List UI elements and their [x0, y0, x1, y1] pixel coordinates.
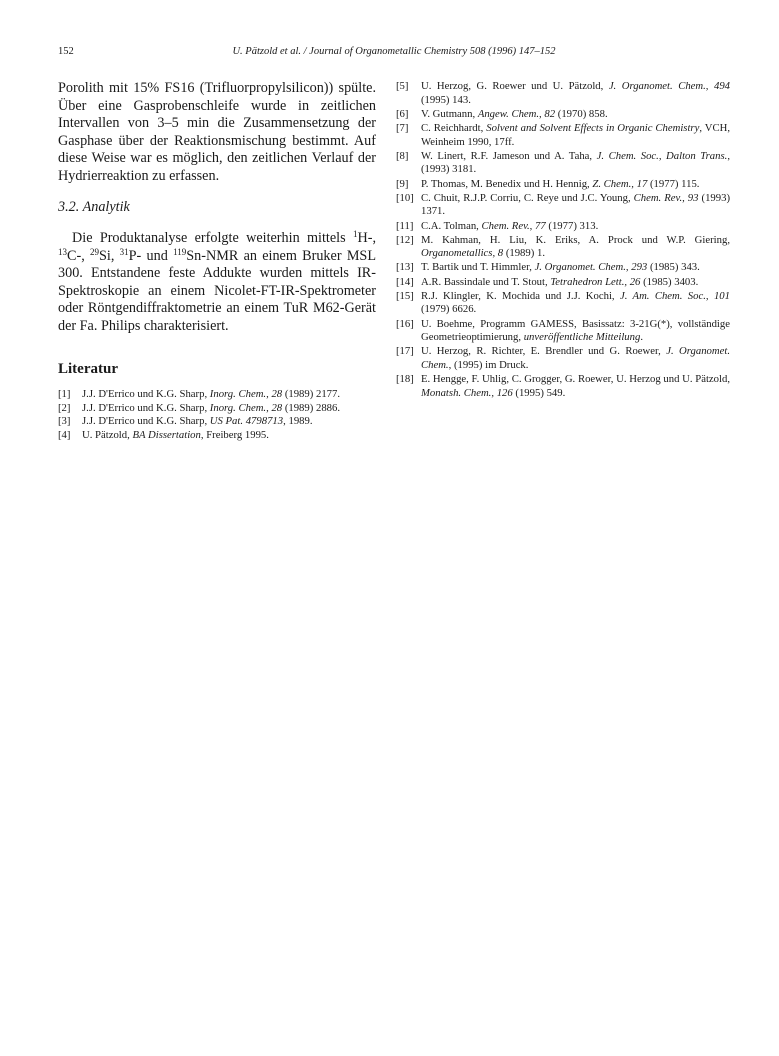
reference-number: [5] [396, 80, 409, 92]
reference-details: (1989) 2886. [282, 401, 341, 414]
reference-number: [11] [396, 219, 414, 232]
reference-number: [9] [396, 177, 409, 190]
reference-number: [6] [396, 107, 409, 120]
reference-details: (1985) 3403. [640, 275, 699, 288]
reference-authors: E. Hengge, F. Uhlig, C. Grogger, G. Roewer, U. Herzog und U. Pätzold, [421, 373, 730, 386]
reference-details: (1989) 1. [503, 247, 545, 260]
reference-authors: J.J. D'Errico und K.G. Sharp, [82, 415, 210, 428]
reference-item [396, 276, 730, 290]
reference-details: (1979) 6626. [421, 303, 477, 316]
reference-text [421, 234, 730, 261]
reference-authors: T. Bartik und T. Himmler, [421, 261, 535, 274]
reference-number: [17] [396, 345, 414, 358]
paragraph-text: Si, [99, 247, 120, 264]
reference-item [396, 318, 730, 345]
reference-text [421, 318, 730, 345]
reference-item [58, 415, 376, 429]
reference-number: [10] [396, 191, 414, 204]
reference-authors: C.A. Tolman, [421, 219, 482, 232]
reference-journal: Angew. Chem., 82 [477, 107, 556, 120]
reference-details: (1985) 343. [647, 261, 700, 274]
reference-item [396, 108, 730, 122]
reference-authors: P. Thomas, M. Benedix und H. Hennig, [421, 177, 593, 190]
reference-details: , (1993) 3181. [421, 149, 730, 176]
reference-number: [4] [58, 428, 71, 441]
reference-journal: Chem. Rev., 93 [633, 191, 699, 204]
reference-details: . [640, 331, 644, 344]
reference-details: (1977) 115. [647, 177, 700, 190]
body-paragraph-2 [58, 230, 376, 335]
reference-details: (1993) 1371. [421, 191, 730, 218]
reference-item [396, 192, 730, 219]
reference-details: , 1989. [283, 415, 313, 428]
reference-text [82, 388, 376, 402]
page-number: 152 [58, 46, 74, 57]
reference-number: [12] [396, 233, 414, 246]
reference-details: (1995) 549. [512, 386, 566, 399]
reference-text [421, 373, 730, 400]
reference-journal: Organometallics, 8 [421, 247, 504, 260]
reference-authors: W. Linert, R.F. Jameson und A. Taha, [421, 149, 597, 162]
reference-item [58, 429, 376, 443]
reference-text [421, 122, 730, 149]
reference-journal: unveröffentliche Mitteilung [523, 331, 641, 344]
paragraph-text: H-, [357, 230, 376, 246]
paragraph-text: Die Produktanalyse erfolgte weiterhin mittels [72, 230, 353, 246]
reference-text [421, 220, 730, 234]
reference-item [396, 234, 730, 261]
reference-authors: J.J. D'Errico und K.G. Sharp, [82, 401, 210, 414]
reference-journal: J. Organomet. Chem. [421, 345, 731, 371]
reference-item [58, 388, 376, 402]
isotope-superscript: 1 [352, 229, 358, 239]
paragraph-text: P- und [128, 247, 174, 264]
literature-heading: Literatur [58, 361, 118, 377]
reference-authors: J.J. D'Errico und K.G. Sharp, [82, 388, 210, 400]
reference-item [58, 402, 376, 416]
reference-authors: V. Gutmann, [421, 107, 478, 120]
reference-authors: A.R. Bassindale und T. Stout, [421, 275, 551, 288]
reference-number: [13] [396, 261, 414, 274]
reference-journal: Inorg. Chem., 28 [209, 401, 283, 414]
reference-text [421, 108, 730, 122]
reference-authors: C. Reichhardt, [421, 121, 487, 134]
reference-authors: R.J. Klingler, K. Mochida und J.J. Kochi, [421, 289, 620, 302]
reference-text [421, 261, 730, 275]
reference-item [396, 80, 730, 107]
reference-journal: Tetrahedron Lett., 26 [550, 275, 641, 288]
reference-number: [3] [58, 415, 71, 428]
reference-number: [16] [396, 317, 414, 330]
reference-journal: US Pat. 4798713 [209, 415, 284, 428]
reference-list-right [396, 80, 730, 400]
reference-details: , Freiberg 1995. [200, 428, 269, 441]
reference-text [421, 178, 730, 192]
reference-text [421, 192, 730, 219]
reference-details: , VCH, Weinheim 1990, 17ff. [421, 121, 730, 148]
reference-journal: Z. Chem., 17 [592, 177, 648, 190]
reference-journal: J. Organomet. Chem., 293 [534, 261, 648, 274]
reference-journal: Chem. Rev., 77 [481, 219, 546, 232]
reference-item [396, 373, 730, 400]
reference-item [396, 220, 730, 234]
reference-item [396, 178, 730, 192]
reference-authors: U. Herzog, R. Richter, E. Brendler und G. Roewer, [421, 345, 667, 358]
reference-number: [18] [396, 373, 414, 386]
reference-text [82, 429, 376, 443]
reference-item [396, 122, 730, 149]
reference-details: (1989) 2177. [282, 388, 341, 400]
reference-journal: BA Dissertation [132, 428, 201, 441]
reference-item [396, 261, 730, 275]
reference-number: [8] [396, 149, 409, 162]
reference-text [421, 276, 730, 290]
reference-details: (1977) 313. [545, 219, 599, 232]
paragraph-text: C-, [67, 247, 90, 264]
reference-details: (1970) 858. [555, 107, 608, 120]
reference-authors: U. Pätzold, [82, 428, 133, 441]
reference-journal: J. Am. Chem. Soc., 101 [619, 289, 730, 302]
reference-authors: U. Boehme, Programm GAMESS, Basissatz: 3-21G(*), vollständige Geometrieoptimierung, [421, 317, 730, 344]
reference-journal: J. Chem. Soc., Dalton Trans. [596, 149, 728, 162]
reference-number: [14] [396, 275, 414, 288]
reference-journal: J. Organomet. Chem., 494 [608, 80, 730, 92]
reference-details: (1995) 143. [421, 93, 471, 106]
reference-number: [2] [58, 401, 71, 414]
left-column [58, 80, 376, 442]
reference-text [421, 290, 730, 317]
reference-number: [1] [58, 388, 71, 400]
reference-journal: Inorg. Chem., 28 [209, 388, 283, 400]
reference-journal: Solvent and Solvent Effects in Organic Chemistry [486, 121, 700, 134]
reference-text [82, 415, 376, 429]
reference-text [421, 150, 730, 177]
reference-details: , (1995) im Druck. [448, 359, 529, 371]
reference-item [396, 345, 730, 372]
reference-number: [15] [396, 289, 414, 302]
paragraph-text: Sn-NMR an einem Bruker MSL 300. Entstandene feste Addukte wurden mittels IR-Spektroskopie an einem Nicolet-FT-IR-Spektrometer oder Röntgendiffraktometrie an einem TuR M62-Gerät der Fa. Philips charakterisiert. [58, 247, 376, 334]
reference-item [396, 150, 730, 177]
reference-authors: M. Kahman, H. Liu, K. Eriks, A. Prock und W.P. Giering, [421, 233, 730, 246]
reference-number: [7] [396, 121, 409, 134]
right-column [396, 80, 730, 401]
running-head: U. Pätzold et al. / Journal of Organometallic Chemistry 508 (1996) 147–152 [232, 46, 556, 57]
reference-text [82, 402, 376, 416]
reference-text [421, 80, 730, 107]
reference-journal: Monatsh. Chem., 126 [421, 386, 513, 399]
isotope-superscript: 119 [173, 246, 187, 257]
reference-authors: C. Chuit, R.J.P. Corriu, C. Reye und J.C. Young, [421, 191, 634, 204]
page-header [58, 46, 730, 60]
reference-authors: U. Herzog, G. Roewer und U. Pätzold, [421, 80, 609, 92]
isotope-superscript: 29 [90, 246, 99, 257]
body-paragraph-1: Porolith mit 15% FS16 (Trifluorpropylsilicon)) spülte. Über eine Gasprobenschleife wurde in zeitlichen Intervallen von 3–5 min die Zusammensetzung der Gasphase über der Reaktionsmischung bestimmt. Auf diese Weise war es möglich, den zeitlichen Verlauf der Hydrierreaktion zu erfassen. [58, 80, 376, 184]
section-heading-analytik: 3.2. Analytik [58, 199, 130, 215]
isotope-superscript: 31 [119, 246, 129, 257]
reference-item [396, 290, 730, 317]
reference-text [421, 345, 730, 372]
isotope-superscript: 13 [58, 246, 67, 257]
reference-list-left [58, 388, 376, 442]
